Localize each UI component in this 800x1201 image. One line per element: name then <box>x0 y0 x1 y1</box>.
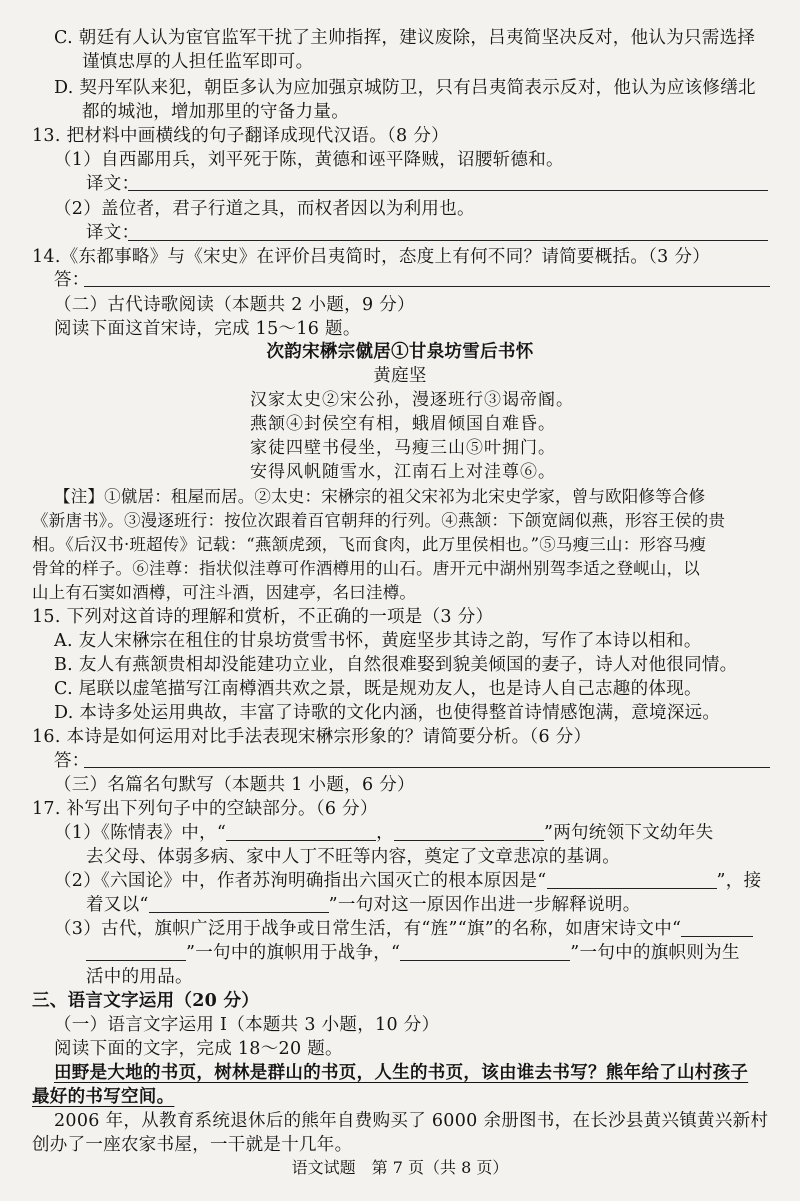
q15-option-a: A. 友人宋楙宗在租住的甘泉坊赏雪书怀，黄庭坚步其诗之韵，写作了本诗以相和。 <box>54 631 702 651</box>
q17-part-2-line-1 <box>54 869 761 893</box>
q17-part-3-blank-1b[interactable] <box>86 942 186 961</box>
q17-part-1-text-b: ”两句统领下文幼年失 <box>543 823 714 843</box>
poem-note-line-5: 山上有石窦如酒樽，可注斗酒，因建亭，名曰洼樽。 <box>32 583 417 602</box>
poem-note-line-3: 相。《后汉书·班超传》记载：“燕颔虎颈，飞而食肉，此万里侯相也。”⑤马瘦三山：形容马瘦 <box>32 535 707 554</box>
section-3-heading: （三）名篇名句默写（本题共 1 小题，6 分） <box>54 775 415 795</box>
part-3-subheading: （一）语言文字运用 Ⅰ（本题共 3 小题，10 分） <box>54 1015 440 1035</box>
poem-line-3: 家徒四壁书侵坐，马瘦三山⑤叶拥门。 <box>250 438 556 458</box>
q17-part-3-text-a: （3）古代，旗帜广泛用于战争或日常生活，有“旌”“旗”的名称，如唐宋诗文中“ <box>54 919 682 939</box>
q13-translation-label-2: 译文： <box>86 223 140 243</box>
q15-option-c: C. 尾联以虚笔描写江南樽酒共欢之景，既是规劝友人，也是诗人自己志趣的体现。 <box>54 679 702 699</box>
q17-part-3-line-3: 活中的用品。 <box>86 967 193 987</box>
q17-stem: 17. 补写出下列句子中的空缺部分。（6 分） <box>32 799 378 819</box>
poem-line-1: 汉家太史②宋公孙，漫逐班行③谒帝阍。 <box>250 390 574 410</box>
q12-option-d-line2: 都的城池，增加那里的守备力量。 <box>82 102 349 122</box>
q16-answer-label: 答： <box>54 751 90 771</box>
q17-part-3-text-c: ”一句中的旗帜则为生 <box>570 943 740 963</box>
passage-paragraph-1-line-1: 田野是大地的书页，树林是群山的书页，人生的书页，该由谁去书写？熊年给了山村孩子 <box>54 1063 749 1083</box>
q13-sentence-2: （2）盖位者，君子行道之具，而权者因以为利用也。 <box>54 199 475 219</box>
q17-part-2-text-b: ”，接 <box>716 871 762 891</box>
q17-part-2-blank-1[interactable] <box>547 870 717 889</box>
q13-sentence-1: （1）自西鄙用兵，刘平死于陈，黄德和诬平降贼，诏腰斩德和。 <box>54 150 564 170</box>
q17-part-2-line-2 <box>86 893 641 917</box>
q17-part-1-line-2: 去父母、体弱多病、家中人丁不旺等内容，奠定了文章悲凉的基调。 <box>86 847 620 867</box>
passage-paragraph-2-line-1: 2006 年，从教育系统退休后的熊年自费购买了 6000 余册图书，在长沙县黄兴镇黄兴新村 <box>54 1111 769 1131</box>
q17-part-2-text-a: （2）《六国论》中，作者苏洵明确指出六国灭亡的根本原因是“ <box>54 871 547 891</box>
section-2-heading: （二）古代诗歌阅读（本题共 2 小题，9 分） <box>54 295 415 315</box>
q13-answer-line-1[interactable] <box>128 190 768 191</box>
q12-option-d-line1: D. 契丹军队来犯，朝臣多认为应加强京城防卫，只有吕夷简表示反对，他认为应该修缮北 <box>54 78 756 98</box>
poem-author: 黄庭坚 <box>373 366 427 386</box>
q12-option-c-line1: C. 朝廷有人认为宦官监军干扰了主帅指挥，建议废除，吕夷简坚决反对，他认为只需选择 <box>54 28 756 48</box>
passage-paragraph-1-line-2: 最好的书写空间。 <box>32 1087 175 1107</box>
q15-option-d: D. 本诗多处运用典故，丰富了诗歌的文化内涵，也使得整首诗情感饱满，意境深远。 <box>54 703 721 723</box>
passage-paragraph-2-line-2: 创办了一座农家书屋，一干就是十几年。 <box>32 1135 353 1155</box>
poem-note-line-1: 【注】①僦居：租屋而居。②太史：宋楙宗的祖父宋祁为北宋史学家，曾与欧阳修等合修 <box>54 487 706 506</box>
poem-title: 次韵宋楙宗僦居①甘泉坊雪后书怀 <box>266 342 534 362</box>
q17-part-1-sep: ， <box>376 823 394 843</box>
q17-part-1-text-a: （1）《陈情表》中，“ <box>54 823 227 843</box>
q17-part-3-line-1 <box>54 917 753 941</box>
q15-option-b: B. 友人有燕颔贵相却没能建功立业，自然很难娶到貌美倾国的妻子，诗人对他很同情。 <box>54 655 738 675</box>
q13-stem: 13. 把材料中画横线的句子翻译成现代汉语。（8 分） <box>32 126 449 146</box>
page-footer: 语文试题 第 7 页（共 8 页） <box>291 1158 509 1177</box>
q16-answer-line[interactable] <box>84 767 770 768</box>
q14-answer-label: 答： <box>54 270 90 290</box>
q17-part-2-text-d: ”一句对这一原因作出进一步解释说明。 <box>328 895 641 915</box>
q15-stem: 15. 下列对这首诗的理解和赏析，不正确的一项是（3 分） <box>32 607 494 627</box>
q17-part-2-text-c: 着又以“ <box>86 895 149 915</box>
q14-stem: 14.《东都事略》与《宋史》在评价吕夷简时，态度上有何不同？请简要概括。（3 分） <box>32 247 711 267</box>
q17-part-2-blank-2[interactable] <box>149 894 329 913</box>
q17-part-3-blank-1a[interactable] <box>681 918 753 937</box>
section-2-intro: 阅读下面这首宋诗，完成 15～16 题。 <box>54 319 361 339</box>
q17-part-3-blank-2[interactable] <box>400 942 570 961</box>
part-3-heading: 三、语言文字运用（20 分） <box>32 991 260 1011</box>
q16-stem: 16. 本诗是如何运用对比手法表现宋楙宗形象的？请简要分析。（6 分） <box>32 727 592 747</box>
q17-part-3-text-b: ”一句中的旗帜用于战争，“ <box>186 943 401 963</box>
poem-note-line-2: 《新唐书》。③漫逐班行：按位次跟着百官朝拜的行列。④燕颔：下颌宽阔似燕，形容王侯的贵 <box>32 511 726 530</box>
q13-translation-label-1: 译文： <box>86 174 140 194</box>
q17-part-1-line-1 <box>54 821 713 845</box>
part-3-intro: 阅读下面的文字，完成 18～20 题。 <box>54 1039 343 1059</box>
q13-answer-line-2[interactable] <box>128 240 768 241</box>
poem-note-line-4: 骨耸的样子。⑥洼尊：指状似洼尊可作酒樽用的山石。唐开元中湖州别驾李适之登岘山，以 <box>32 559 700 578</box>
poem-line-2: 燕颔④封侯空有相，蛾眉倾国自难昏。 <box>250 414 556 434</box>
poem-line-4: 安得风帆随雪水，江南石上对洼尊⑥。 <box>250 462 556 482</box>
q12-option-c-line2: 谨慎忠厚的人担任监军即可。 <box>82 52 314 72</box>
q17-part-1-blank-2[interactable] <box>394 822 544 841</box>
q14-answer-line[interactable] <box>84 286 770 287</box>
q17-part-1-blank-1[interactable] <box>226 822 376 841</box>
q17-part-3-line-2 <box>86 941 740 965</box>
